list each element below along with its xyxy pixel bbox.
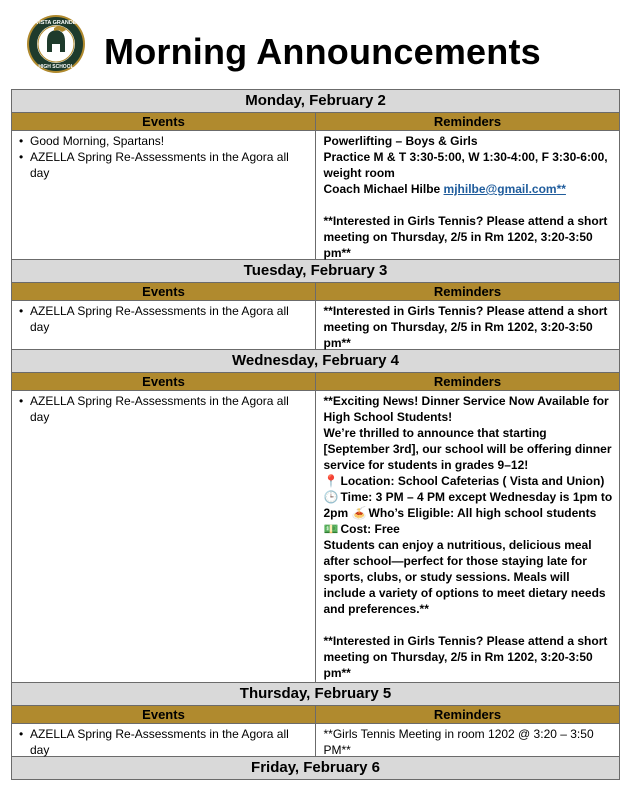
reminders-column-header: Reminders <box>433 374 502 389</box>
reminders-column-header: Reminders <box>433 284 502 299</box>
food-icon: 🍝 <box>351 506 367 520</box>
events-cell <box>12 131 316 259</box>
day-header-thursday: Thursday, February 5 <box>12 683 619 706</box>
reminders-cell <box>316 301 620 349</box>
reminder-text: **Interested in Girls Tennis? Please attend a short meeting on Thursday, 2/5 in Rm 1202, 3:20-3:50 pm** <box>323 214 608 260</box>
day-header-friday: Friday, February 6 <box>12 757 619 779</box>
events-column-header: Events <box>12 373 316 390</box>
day-header-tuesday: Tuesday, February 3 <box>12 260 619 283</box>
column-header-row <box>12 113 619 131</box>
events-cell <box>12 391 316 682</box>
reminders-cell <box>316 131 620 259</box>
clock-icon: 🕒 <box>323 490 339 504</box>
reminder-text: Students can enjoy a nutritious, delicious meal after school—perfect for those staying late for sports, clubs, or study sessions. Meals will include a variety of options to meet dietary needs and preferences.** <box>323 538 606 616</box>
reminders-cell <box>316 391 620 682</box>
header <box>0 0 639 88</box>
reminder-text: **Interested in Girls Tennis? Please attend a short meeting on Thursday, 2/5 in Rm 1202, 3:20-3:50 pm** <box>323 304 608 350</box>
reminder-text: **Girls Tennis Meeting in room 1202 @ 3:20 – 3:50 PM** <box>323 727 594 757</box>
events-column-header: Events <box>12 113 316 130</box>
events-list <box>18 726 311 758</box>
event-item: • AZELLA Spring Re-Assessments in the Agora all day <box>30 726 311 758</box>
day-content-thursday <box>12 724 619 757</box>
money-icon: 💵 <box>323 522 339 536</box>
reminder-text: Powerlifting – Boys & Girls <box>323 134 478 148</box>
column-header-row <box>12 283 619 301</box>
day-header-monday: Monday, February 2 <box>12 90 619 113</box>
events-list <box>18 133 311 181</box>
pin-icon: 📍 <box>323 474 339 488</box>
day-content-monday <box>12 131 619 260</box>
day-content-wednesday <box>12 391 619 683</box>
reminder-text: **Exciting News! Dinner Service Now Available for High School Students! <box>323 394 609 424</box>
day-content-tuesday <box>12 301 619 350</box>
reminders-cell <box>316 724 620 756</box>
column-header-row <box>12 706 619 724</box>
time-text: Time: 3 PM – 4 PM except Wednesday is 1pm to 2pm <box>323 490 613 520</box>
email-suffix: ** <box>556 182 566 196</box>
page-title: Morning Announcements <box>104 31 541 72</box>
events-cell <box>12 724 316 756</box>
logo-est-text: EST <box>37 56 43 60</box>
email-link[interactable]: mjhilbe@gmail.com <box>443 182 557 196</box>
events-column-header: Events <box>12 283 316 300</box>
cost-text: Cost: Free <box>340 522 400 536</box>
logo-year-text: 2008 <box>68 56 76 60</box>
reminder-coach-line <box>324 181 614 197</box>
event-item: • AZELLA Spring Re-Assessments in the Agora all day <box>30 393 311 425</box>
event-item: • Good Morning, Spartans! <box>30 133 311 149</box>
school-logo-icon <box>26 14 86 74</box>
logo-bottom-text: HIGH SCHOOL <box>38 64 74 70</box>
reminders-column-header: Reminders <box>433 114 502 129</box>
eligible-text: Who’s Eligible: All high school students <box>368 506 597 520</box>
events-column-header: Events <box>12 706 316 723</box>
reminder-text: We’re thrilled to announce that starting [September 3rd], our school will be offering dinner service for students in grades 9–12! <box>323 426 612 472</box>
reminder-location <box>324 473 614 489</box>
reminder-text: Practice M & T 3:30-5:00, W 1:30-4:00, F 3:30-6:00, weight room <box>323 150 608 180</box>
column-header-row <box>12 373 619 391</box>
day-header-wednesday: Wednesday, February 4 <box>12 350 619 373</box>
reminders-column-header: Reminders <box>433 707 502 722</box>
logo-top-text: VISTA GRANDE <box>35 20 77 26</box>
events-cell <box>12 301 316 349</box>
reminder-time <box>324 489 614 521</box>
event-item: • AZELLA Spring Re-Assessments in the Agora all day <box>30 303 311 335</box>
events-list <box>18 393 311 425</box>
reminder-text: **Interested in Girls Tennis? Please attend a short meeting on Thursday, 2/5 in Rm 1202, 3:20-3:50 pm** <box>323 634 608 680</box>
events-list <box>18 303 311 335</box>
reminder-cost <box>324 521 614 537</box>
location-text: Location: School Cafeterias ( Vista and Union) <box>340 474 605 488</box>
coach-name: Coach Michael Hilbe <box>323 182 444 196</box>
announcements-table <box>11 89 620 780</box>
event-item: • AZELLA Spring Re-Assessments in the Agora all day <box>30 149 311 181</box>
